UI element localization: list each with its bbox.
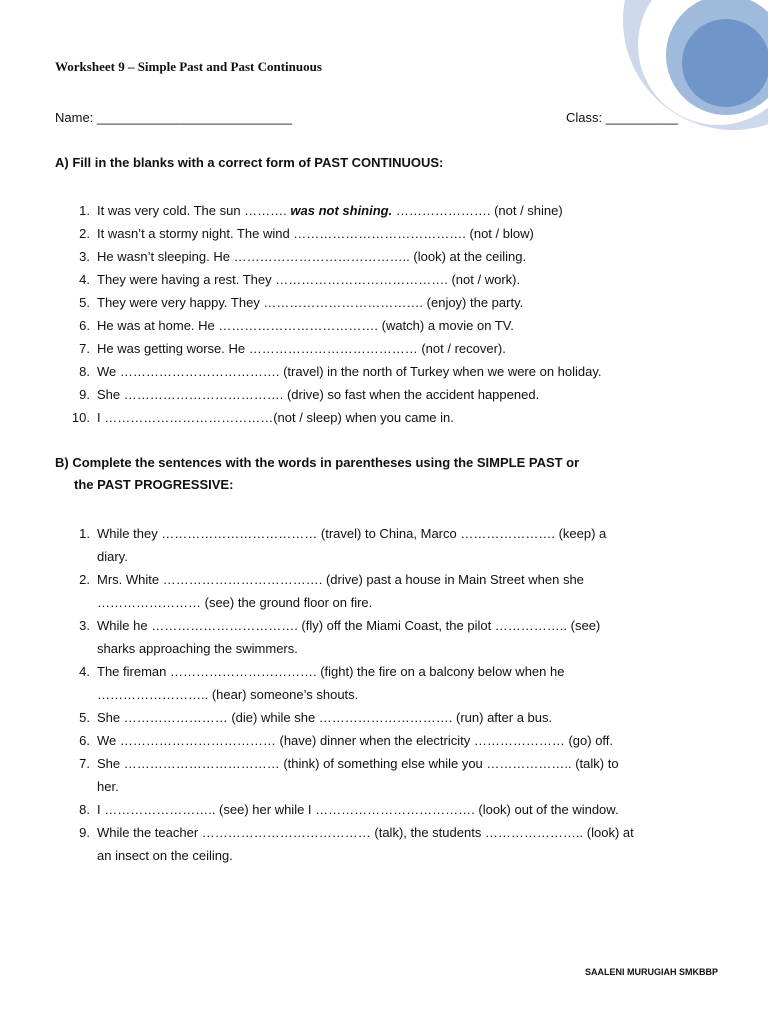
list-item xyxy=(0,752,768,798)
item-text: He was at home. He ………………………………. (watch) a movie on TV. xyxy=(97,318,514,333)
list-item xyxy=(0,729,768,752)
item-number: 9. xyxy=(79,387,90,402)
item-number: 2. xyxy=(79,226,90,241)
section-b-heading-line2: the PAST PROGRESSIVE: xyxy=(74,477,234,492)
item-text-line1: The fireman ……………………………. (fight) the fire on a balcony below when he xyxy=(97,664,565,679)
item-number: 7. xyxy=(79,756,90,771)
list-item xyxy=(0,268,768,291)
item-text-line1: I …………………….. (see) her while I ………………………………. (look) out of the window. xyxy=(97,802,619,817)
item-text-line1: She …………………… (die) while she …………………………. (run) after a bus. xyxy=(97,710,553,725)
list-item xyxy=(0,199,768,222)
item-text-line2: …………………….. (hear) someone’s shouts. xyxy=(97,687,359,702)
item-text-line1: While the teacher ………………………………… (talk), the students ………………….. (look) at xyxy=(97,825,634,840)
list-item xyxy=(0,568,768,614)
item-text-line2: sharks approaching the swimmers. xyxy=(97,641,298,656)
list-item xyxy=(0,314,768,337)
item-text-line1: She ……………………………… (think) of something else while you ……………….. (talk) to xyxy=(97,756,619,771)
item-number: 5. xyxy=(79,295,90,310)
list-item xyxy=(0,291,768,314)
list-item xyxy=(0,821,768,867)
item-number: 3. xyxy=(79,618,90,633)
item-text: She ………………………………. (drive) so fast when the accident happened. xyxy=(97,387,540,402)
list-item xyxy=(0,222,768,245)
list-item xyxy=(0,383,768,406)
item-number: 3. xyxy=(79,249,90,264)
list-item xyxy=(0,406,768,429)
item-text: We ………………………………. (travel) in the north of Turkey when we were on holiday. xyxy=(97,364,602,379)
list-item xyxy=(0,337,768,360)
item-text-line2: an insect on the ceiling. xyxy=(97,848,233,863)
item-text-line2: diary. xyxy=(97,549,128,564)
item-text: He wasn’t sleeping. He ………………………………….. (look) at the ceiling. xyxy=(97,249,527,264)
item-number: 2. xyxy=(79,572,90,587)
item-number: 10. xyxy=(71,410,90,425)
section-a-list xyxy=(0,199,768,429)
footer-author: SAALENI MURUGIAH SMKBBP xyxy=(584,967,718,977)
section-a-heading: A) Fill in the blanks with a correct form of PAST CONTINUOUS: xyxy=(55,155,444,170)
class-field: Class: __________ xyxy=(566,110,679,125)
item-number: 6. xyxy=(79,733,90,748)
item-number: 1. xyxy=(79,203,90,218)
section-b-heading-line1: B) Complete the sentences with the words in parentheses using the SIMPLE PAST or xyxy=(55,455,580,470)
item-number: 9. xyxy=(79,825,90,840)
item-number: 5. xyxy=(79,710,90,725)
worksheet-title: Worksheet 9 – Simple Past and Past Continuous xyxy=(55,59,322,74)
item-number: 1. xyxy=(79,526,90,541)
item-text: They were very happy. They ………………………………. (enjoy) the party. xyxy=(97,295,524,310)
item-text-line1: While he ……………………………. (fly) off the Miami Coast, the pilot …………….. (see) xyxy=(97,618,601,633)
section-b-list xyxy=(0,522,768,867)
item-text-line1: Mrs. White ………………………………. (drive) past a house in Main Street when she xyxy=(97,572,584,587)
list-item xyxy=(0,798,768,821)
list-item xyxy=(0,360,768,383)
item-text-line2: her. xyxy=(97,779,119,794)
item-number: 6. xyxy=(79,318,90,333)
item-number: 7. xyxy=(79,341,90,356)
item-text: He was getting worse. He ………………………………… (not / recover). xyxy=(97,341,506,356)
list-item xyxy=(0,660,768,706)
item-text: They were having a rest. They …………………………………. (not / work). xyxy=(97,272,521,287)
item-text-line1: We ……………………………… (have) dinner when the electricity ………………… (go) off. xyxy=(97,733,614,748)
item-text-line2: …………………… (see) the ground floor on fire. xyxy=(97,595,373,610)
section-b-heading xyxy=(55,452,579,496)
item-number: 4. xyxy=(79,664,90,679)
list-item xyxy=(0,245,768,268)
item-number: 8. xyxy=(79,802,90,817)
name-field: Name: ___________________________ xyxy=(55,110,293,125)
item-text: It wasn’t a stormy night. The wind …………………………………. (not / blow) xyxy=(97,226,534,241)
item-text: It was very cold. The sun ………. was not shining. …………………. (not / shine) xyxy=(97,203,563,218)
example-answer: was not shining. xyxy=(290,203,393,218)
list-item xyxy=(0,614,768,660)
item-text: I …………………………………(not / sleep) when you came in. xyxy=(97,410,454,425)
item-number: 4. xyxy=(79,272,90,287)
item-text-line1: While they ……………………………… (travel) to China, Marco …………………. (keep) a xyxy=(97,526,607,541)
item-number: 8. xyxy=(79,364,90,379)
list-item xyxy=(0,706,768,729)
list-item xyxy=(0,522,768,568)
